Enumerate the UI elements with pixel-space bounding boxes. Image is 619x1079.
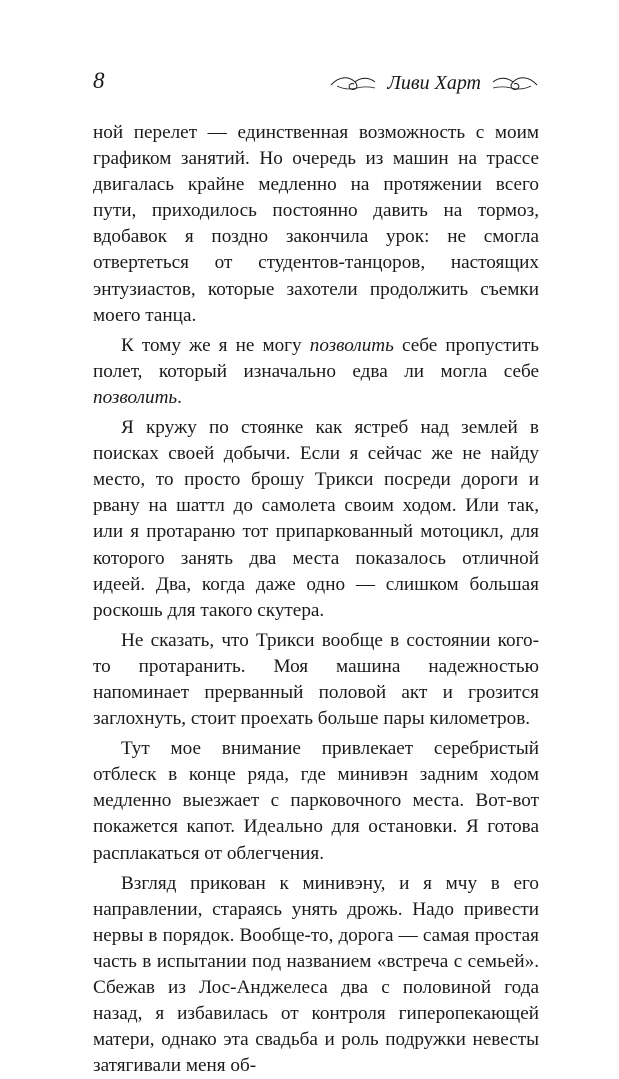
italic-text-segment: позволить: [309, 334, 394, 356]
text-segment: ной перелет — единственная возможность с моим графиком занятий. Но очередь из машин на трассе двигалась крайне медленно на протяжении всего пути, приходилось постоянно давить на тормоз, вдобавок я поздно закончила урок: не смогла отвертеться от студентов-танцоров, настоящих энтузиастов, которые захотели продолжить съемки моего танца.: [93, 122, 539, 326]
text-segment: .: [177, 386, 182, 408]
paragraph-4: [93, 628, 539, 732]
paragraph-3: [93, 415, 539, 624]
text-segment: Тут мое внимание привлекает серебристый отблеск в конце ряда, где минивэн задним ходом медленно выезжает с парковочного места. Вот-вот покажется капот. Идеально для остановки. Я готова расплакаться от облегчения.: [93, 738, 539, 864]
paragraph-2: [93, 333, 539, 411]
flourish-left-icon: [329, 73, 377, 93]
paragraph-5: [93, 736, 539, 866]
paragraph-1: [93, 120, 539, 329]
text-segment: Взгляд прикован к минивэну, и я мчу в его направлении, стараясь унять дрожь. Надо привести нервы в порядок. Вообще-то, дорога — самая простая часть в испытании под названием «встреча с семьей». Сбежав из Лос-Анджелеса два с половиной года назад, я избавилась от контроля гиперопекающей матери, однако эта свадьба и роль подружки невесты затягивали меня об-: [93, 872, 539, 1077]
running-head: [329, 70, 539, 96]
italic-text-segment: позволить: [93, 386, 178, 408]
paragraph-6: [93, 871, 539, 1079]
text-segment: Не сказать, что Трикси вообще в состоянии кого-то протаранить. Моя машина надежностью напоминает прерванный половой акт и грозится заглохнуть, стоит проехать больше пары километров.: [93, 629, 539, 730]
page-header: [93, 66, 539, 100]
text-segment: себе пропустить полет, который изначально едва ли могла себе: [93, 334, 539, 382]
text-segment: К тому же я не могу: [121, 334, 310, 356]
author-name: Ливи Харт: [387, 72, 481, 94]
text-segment: Я кружу по стоянке как ястреб над землей в поисках своей добычи. Если я сейчас же не найду место, то просто брошу Трикси посреди дороги и рвану на шаттл до самолета своим ходом. Или так, или я протараню тот припаркованный мотоцикл, для которого занять два места показалось отличной идеей. Два, когда даже одно — слишком большая роскошь для такого скутера.: [93, 417, 539, 621]
body-text: [93, 120, 539, 1079]
page-number: 8: [93, 68, 105, 93]
flourish-right-icon: [491, 73, 539, 93]
